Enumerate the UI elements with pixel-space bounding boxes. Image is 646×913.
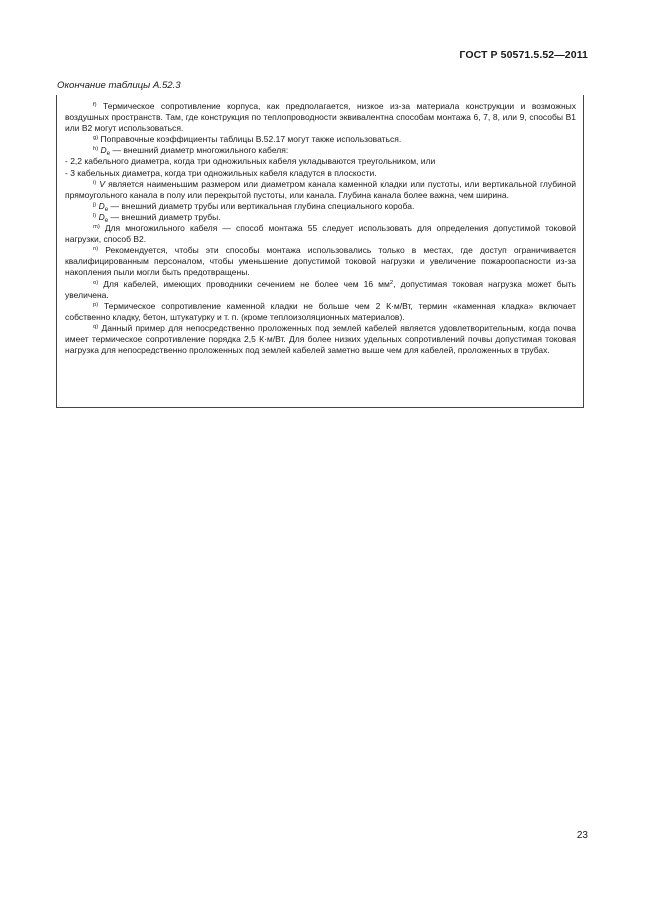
footnote-j — [65, 201, 576, 212]
footnote-text: Для кабелей, имеющих проводники сечением не более чем 16 мм — [98, 278, 390, 289]
symbol-subscript: e — [106, 150, 111, 158]
footnote-text: Рекомендуется, чтобы эти способы монтажа использовались только в местах, где доступ ограничивается квалифицированным персоналом, чтобы уменьшение допустимой токовой нагрузки и увеличение пожароопасности из-за накопления пыли могли быть предотвращены. — [65, 245, 576, 278]
footnote-i — [65, 179, 576, 201]
footnote-h — [65, 145, 576, 156]
footnote-mark: g) — [93, 135, 99, 142]
footnote-mark: f) — [93, 102, 97, 108]
footnote-mark: i) — [93, 179, 97, 186]
footnote-m — [65, 223, 576, 245]
footnote-mark: n) — [93, 246, 99, 253]
footnote-mark: o) — [93, 279, 99, 286]
footnote-q — [65, 323, 576, 356]
symbol: D — [98, 211, 105, 222]
symbol: D — [100, 145, 107, 156]
footnote-mark: q) — [93, 323, 99, 330]
footnote-text: Термическое сопротивление каменной кладки не больше чем 2 К·м/Вт, термин «каменная кладка» включает собственно кладку, бетон, штукатурку и т. п. (кроме теплоизоляционных материалов). — [65, 300, 576, 322]
footnote-text: Для многожильного кабеля — способ монтажа 55 следует использовать для определения допустимой токовой нагрузки, способ В2. — [65, 223, 576, 245]
footnote-mark: m) — [93, 224, 100, 231]
footnote-l — [65, 212, 576, 223]
footnote-mark: j) — [93, 201, 97, 208]
footnote-text: Данный пример для непосредственно проложенных под землей кабелей является удовлетворительным, когда почва имеет термическое сопротивление порядка 2,5 К·м/Вт. Для более низких удельных сопротивлений почвы допустимая токовая нагрузка для непосредственно проложенных под землей кабелей заметно выше чем для кабелей, проложенных в трубах. — [65, 322, 576, 356]
symbol: D — [98, 200, 105, 211]
footnote-text: является наименьшим размером или диаметром канала каменной кладки или пустоты, или вертикальной глубиной прямоугольного канала в полу или перекрытой пустоты, или канала. Глубина канала более важна, чем ширина. — [65, 178, 576, 200]
footnote-mark: l) — [93, 212, 97, 219]
footnote-f — [65, 101, 576, 134]
footnote-text: Термическое сопротивление корпуса, как предполагается, низкое из-за материала конструкции и возможных воздушных пространств. Там, где конструкция по теплопроводности эквивалентна способам монтажа 6, 7, 8, или 9, способы В1 или В2 могут использоваться. — [65, 101, 576, 134]
table-caption: Окончание таблицы А.52.3 — [57, 80, 181, 91]
symbol-subscript: e — [104, 205, 109, 213]
footnote-g — [65, 134, 576, 145]
footnote-text: — внешний диаметр трубы. — [108, 211, 221, 222]
document-header-standard: ГОСТ Р 50571.5.52—2011 — [459, 49, 588, 61]
footnote-h-line-2: - 3 кабельных диаметра, когда три одножильных кабеля кладутся в плоскости. — [65, 167, 377, 178]
symbol-subscript: e — [104, 216, 109, 224]
footnote-text: — внешний диаметр многожильного кабеля: — [110, 145, 289, 156]
superscript: 2 — [389, 279, 394, 286]
footnote-p — [65, 301, 576, 323]
footnote-text-continued: , допустимая токовая нагрузка может быть увеличена. — [65, 278, 576, 300]
page-number: 23 — [576, 830, 588, 841]
footnote-h-line-1: - 2,2 кабельного диаметра, когда три одножильных кабеля укладываются треугольником, или — [65, 156, 436, 167]
footnote-text: — внешний диаметр трубы или вертикальная глубина специального короба. — [108, 200, 415, 211]
table-footnotes — [56, 95, 584, 408]
symbol: V — [99, 178, 106, 189]
footnote-mark: h) — [93, 146, 99, 153]
footnote-mark: p) — [93, 301, 99, 308]
footnote-o — [65, 279, 576, 301]
footnote-text: Поправочные коэффициенты таблицы В.52.17 могут также использоваться. — [98, 134, 402, 145]
footnote-n — [65, 245, 576, 278]
